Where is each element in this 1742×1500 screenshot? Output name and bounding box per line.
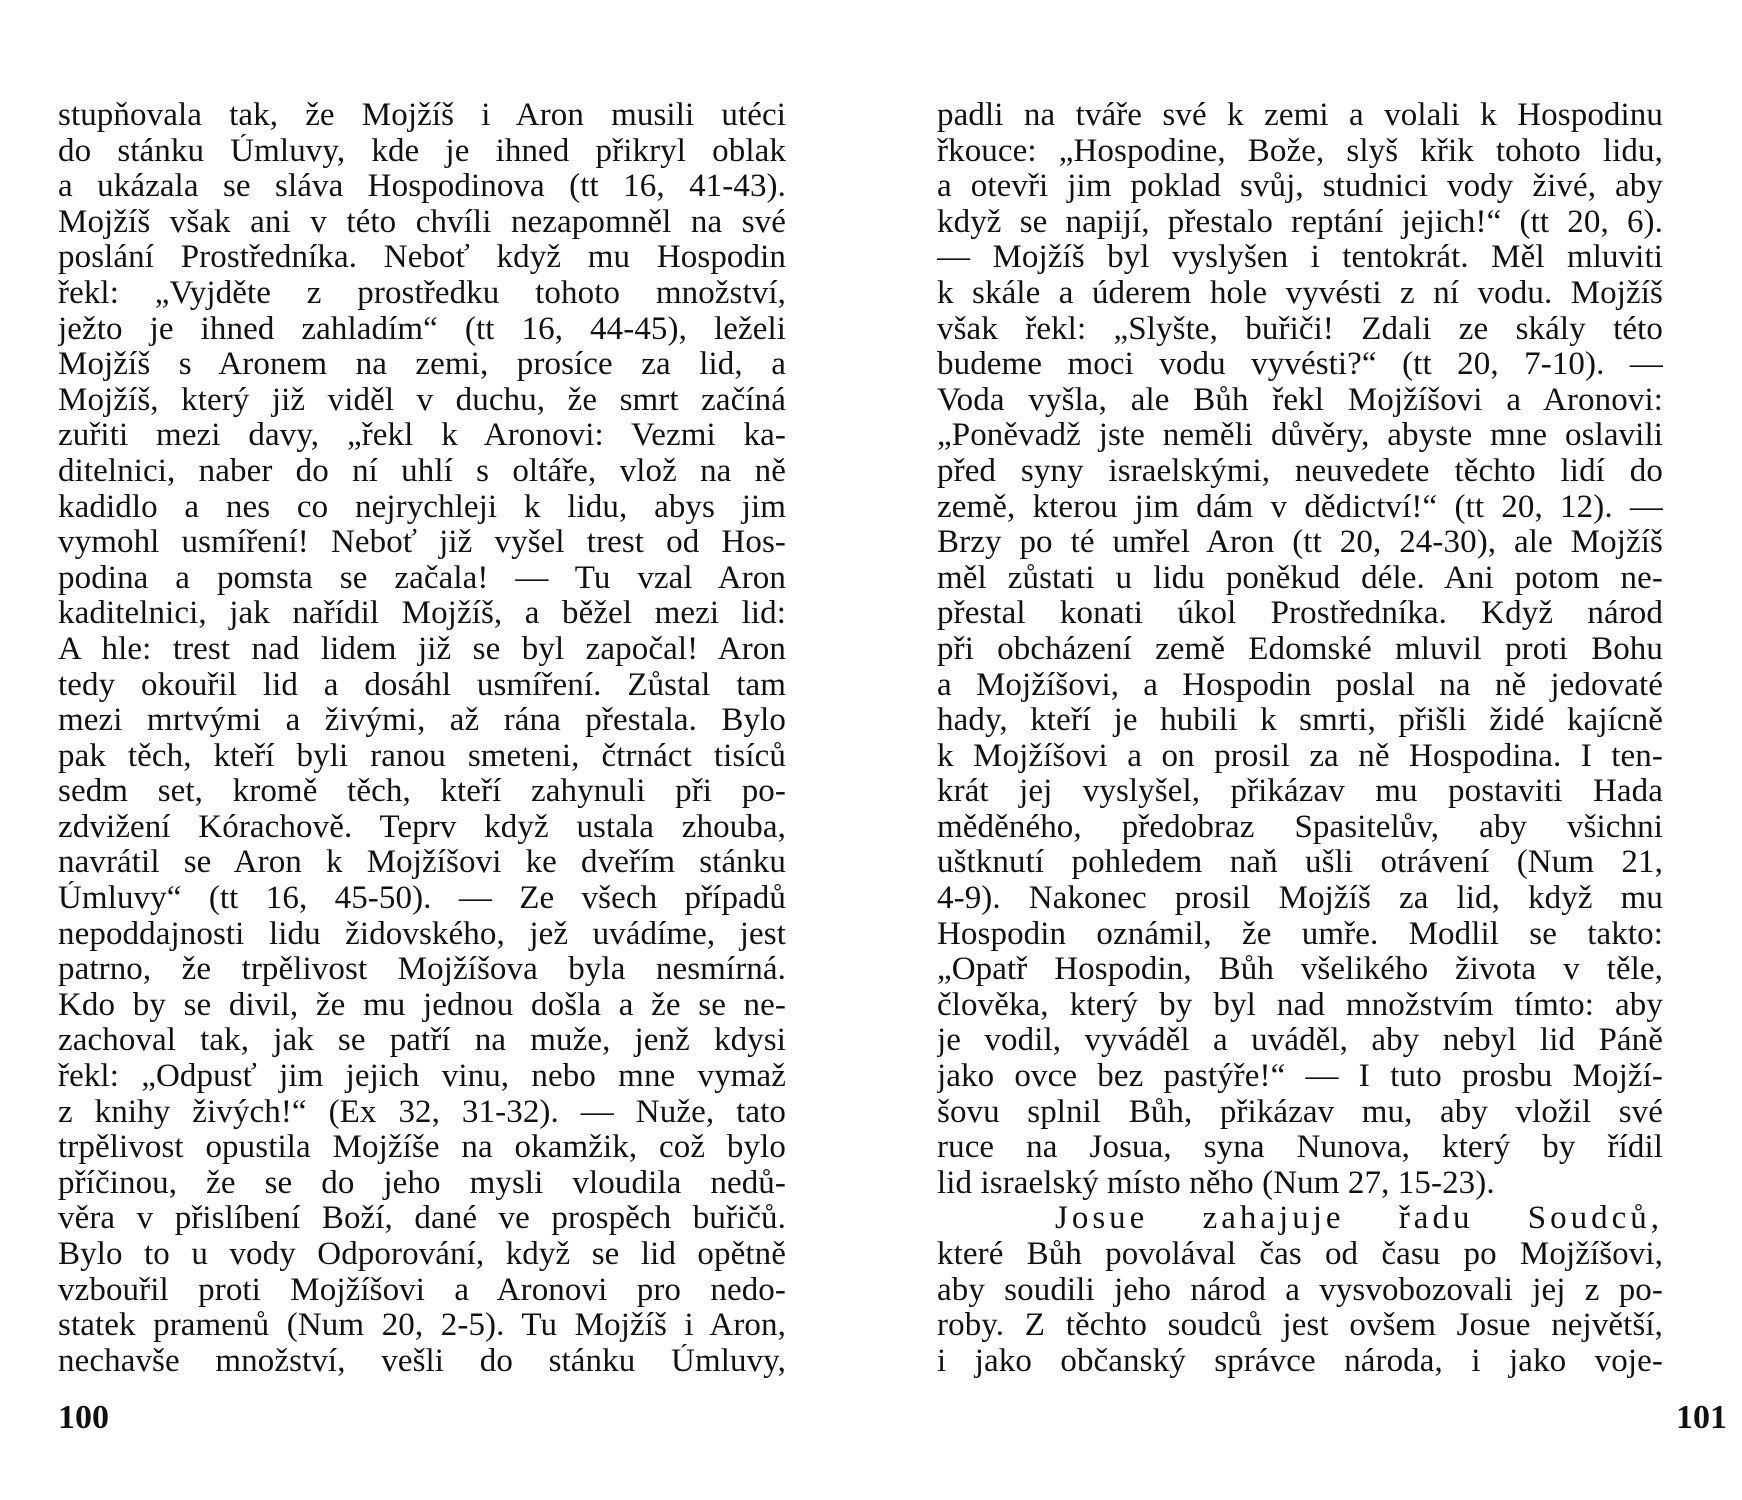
text-line: uštknutí pohledem naň ušli otrávení (Num 21, [937,845,1663,881]
section-lead-line: Josue zahajuje řadu Soudců, [1055,1201,1663,1237]
text-line: řekl: „Odpusť jim jejich vinu, nebo mne vymaž [58,1059,786,1095]
text-line: šovu splnil Bůh, přikázav mu, aby vložil své [937,1094,1663,1130]
text-line: z knihy živých!“ (Ex 32, 31-32). — Nuže, tato [58,1094,786,1130]
text-line: budeme moci vodu vyvésti?“ (tt 20, 7-10). — [937,347,1663,383]
text-line: které Bůh povolával čas od času po Mojžíšovi, [937,1237,1663,1272]
text-line: jako ovce bez pastýře!“ — I tuto prosbu Mojží- [937,1059,1663,1095]
text-line: poslání Prostředníka. Neboť když mu Hospodin [58,240,786,276]
text-line: však řekl: „Slyšte, buřiči! Zdali ze skály této [937,311,1663,347]
text-line: zachoval tak, jak se patří na muže, jenž kdysi [58,1023,786,1059]
text-line: Voda vyšla, ale Bůh řekl Mojžíšovi a Aronovi: [937,382,1663,418]
text-line: věra v přislíbení Boží, dané ve prospěch buřičů. [58,1201,786,1237]
text-line: aby soudili jeho národ a vysvobozovali jej z po- [937,1272,1663,1308]
text-line: země, kterou jim dám v dědictví!“ (tt 20, 12). — [937,489,1663,525]
text-line: stupňovala tak, že Mojžíš i Aron musili utéci [58,98,786,133]
text-line: krát jej vyslyšel, přikázav mu postaviti Hada [937,774,1663,810]
page-number: 101 [1676,1399,1727,1436]
text-line: A hle: trest nad lidem již se byl započal! Aron [58,631,786,667]
text-line: trpělivost opustila Mojžíše na okamžik, což bylo [58,1130,786,1166]
text-line: 4-9). Nakonec prosil Mojžíš za lid, když mu [937,881,1663,917]
text-line: příčinou, že se do jeho mysli vloudila nedů- [58,1165,786,1201]
text-line: „Opatř Hospodin, Bůh všelikého života v těle, [937,952,1663,988]
text-line: patrno, že trpělivost Mojžíšova byla nesmírná. [58,952,786,988]
text-line: k skále a úderem hole vyvésti z ní vodu. Mojžíš [937,275,1663,311]
text-line: řkouce: „Hospodine, Bože, slyš křik tohoto lidu, [937,133,1663,169]
left-text-column [58,98,786,1379]
text-line: hady, kteří je hubili k smrti, přišli židé kajícně [937,703,1663,739]
text-line: sedm set, kromě těch, kteří zahynuli při po- [58,774,786,810]
text-line: nechavše množství, vešli do stánku Úmluvy, [58,1343,786,1379]
text-line: nepoddajnosti lidu židovského, jež uvádíme, jest [58,916,786,952]
text-line: pak těch, kteří byli ranou smeteni, čtrnáct tisíců [58,738,786,774]
text-line: Mojžíš však ani v této chvíli nezapomněl na své [58,204,786,240]
text-line: a otevři jim poklad svůj, studnici vody živé, aby [937,169,1663,205]
text-line: před syny israelskými, neuvedete těchto lidí do [937,453,1663,489]
text-line: „Poněvadž jste neměli důvěry, abyste mne oslavili [937,418,1663,454]
text-line: roby. Z těchto soudců jest ovšem Josue největší, [937,1308,1663,1344]
text-line: ježto je ihned zahladím“ (tt 16, 44-45), leželi [58,311,786,347]
text-line: do stánku Úmluvy, kde je ihned přikryl oblak [58,133,786,169]
text-line: padli na tváře své k zemi a volali k Hospodinu [937,98,1663,133]
text-line: navrátil se Aron k Mojžíšovi ke dveřím stánku [58,845,786,881]
text-line: ditelnici, naber do ní uhlí s oltáře, vlož na ně [58,453,786,489]
right-text-column [937,98,1663,1379]
text-line: vzbouřil proti Mojžíšovi a Aronovi pro nedo- [58,1272,786,1308]
text-line: kaditelnici, jak nařídil Mojžíš, a běžel mezi lid: [58,596,786,632]
text-line: Mojžíš, který již viděl v duchu, že smrt začíná [58,382,786,418]
text-line: a ukázala se sláva Hospodinova (tt 16, 41-43). [58,169,786,205]
text-line: Hospodin oznámil, že umře. Modlil se takto: [937,916,1663,952]
text-line: lid israelský místo něho (Num 27, 15-23). [937,1165,1495,1201]
text-line: je vodil, vyváděl a uváděl, aby nebyl lid Páně [937,1023,1663,1059]
text-line: statek pramenů (Num 20, 2-5). Tu Mojžíš i Aron, [58,1308,786,1344]
text-line: Bylo to u vody Odporování, když se lid opětně [58,1237,786,1272]
text-line: tedy okouřil lid a dosáhl usmíření. Zůstal tam [58,667,786,703]
right-page [871,0,1727,1500]
text-line: zdvižení Kórachově. Teprv když ustala zhouba, [58,809,786,845]
text-line: při obcházení země Edomské mluvil proti Bohu [937,631,1663,667]
text-line: a Mojžíšovi, a Hospodin poslal na ně jedovaté [937,667,1663,703]
text-line: měl zůstati u lidu poněkud déle. Ani potom ne- [937,560,1663,596]
text-line: člověka, který by byl nad množstvím tímto: aby [937,987,1663,1023]
text-line: kadidlo a nes co nejrychleji k lidu, abys jim [58,489,786,525]
text-line: Kdo by se divil, že mu jednou došla a že se ne- [58,987,786,1023]
text-line: když se napijí, přestalo reptání jejich!“ (tt 20, 6). [937,204,1663,240]
text-line: Mojžíš s Aronem na zemi, prosíce za lid, a [58,347,786,383]
text-line: přestal konati úkol Prostředníka. Když národ [937,596,1663,632]
text-line: k Mojžíšovi a on prosil za ně Hospodina. I ten- [937,738,1663,774]
text-line: vymohl usmíření! Neboť již vyšel trest od Hos- [58,525,786,561]
text-line: zuřiti mezi davy, „řekl k Aronovi: Vezmi ka- [58,418,786,454]
text-line: i jako občanský správce národa, i jako voje- [937,1343,1663,1379]
left-page [0,0,800,1500]
text-line: mezi mrtvými a živými, až rána přestala. Bylo [58,703,786,739]
text-line: řekl: „Vyjděte z prostředku tohoto množství, [58,275,786,311]
text-line: ruce na Josua, syna Nunova, který by řídil [937,1130,1663,1166]
page-number: 100 [58,1399,109,1436]
text-line: Úmluvy“ (tt 16, 45-50). — Ze všech případů [58,881,786,917]
text-line: podina a pomsta se začala! — Tu vzal Aron [58,560,786,596]
text-line: Brzy po té umřel Aron (tt 20, 24-30), ale Mojžíš [937,525,1663,561]
text-line: měděného, předobraz Spasitelův, aby všichni [937,809,1663,845]
text-line: — Mojžíš byl vyslyšen i tentokrát. Měl mluviti [937,240,1663,276]
